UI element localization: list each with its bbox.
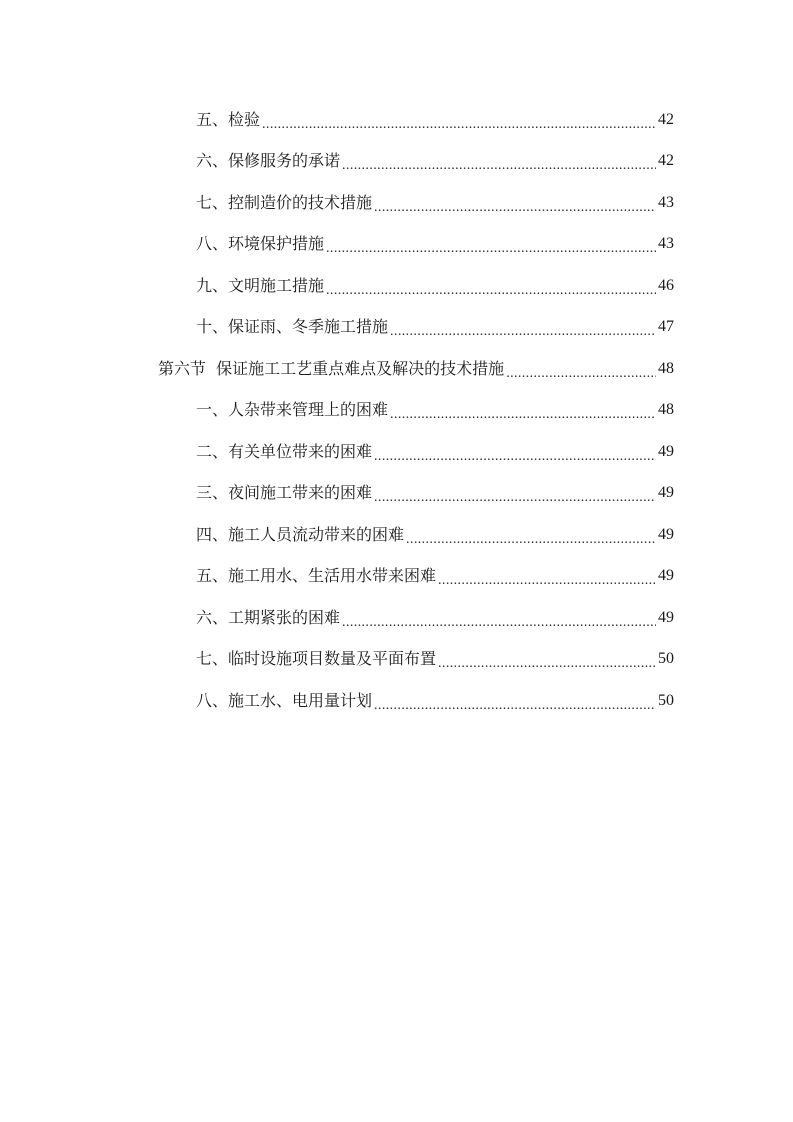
toc-entry-page: 42: [658, 110, 674, 128]
toc-entry-page: 43: [658, 193, 674, 211]
toc-dot-leader: [374, 203, 656, 224]
toc-dot-leader: [506, 369, 656, 390]
toc-dot-leader: [326, 244, 656, 265]
toc-entry-title: 四、施工人员流动带来的困难: [196, 524, 405, 544]
toc-entry-page: 49: [658, 484, 674, 502]
toc-entry-page: 46: [658, 276, 674, 294]
toc-entry-title: 八、环境保护措施: [196, 234, 325, 254]
toc-dot-leader: [374, 701, 656, 722]
toc-dot-leader: [374, 452, 656, 473]
toc-dot-leader: [438, 659, 656, 680]
toc-entry[interactable]: [196, 473, 674, 515]
toc-entry[interactable]: [196, 514, 674, 556]
toc-entry-page: 50: [658, 691, 674, 709]
toc-entry-title: 七、临时设施项目数量及平面布置: [196, 649, 437, 669]
toc-entry-title: 九、文明施工措施: [196, 275, 325, 295]
toc-dot-leader: [326, 286, 656, 307]
toc-entry-page: 49: [658, 442, 674, 460]
table-of-contents: [0, 99, 793, 722]
toc-entry[interactable]: [196, 680, 674, 722]
toc-entry[interactable]: [196, 597, 674, 639]
toc-entry-title: 二、有关单位带来的困难: [196, 441, 373, 461]
toc-entry-title: 三、夜间施工带来的困难: [196, 483, 373, 503]
toc-entry-page: 49: [658, 567, 674, 585]
toc-entry-title: 六、工期紧张的困难: [196, 607, 341, 627]
toc-entry-title: 八、施工水、电用量计划: [196, 690, 373, 710]
toc-dot-leader: [342, 618, 656, 639]
toc-entry-title: 五、检验: [196, 109, 261, 129]
toc-entry-page: 47: [658, 318, 674, 336]
toc-entry[interactable]: [196, 556, 674, 598]
toc-entry-title: 十、保证雨、冬季施工措施: [196, 317, 389, 337]
toc-entry[interactable]: [196, 224, 674, 266]
toc-entry-title: 七、控制造价的技术措施: [196, 192, 373, 212]
toc-entry-title: 六、保修服务的承诺: [196, 151, 341, 171]
toc-entry[interactable]: [196, 141, 674, 183]
toc-entry-page: 42: [658, 152, 674, 170]
toc-entry-page: 43: [658, 235, 674, 253]
toc-entry[interactable]: [196, 99, 674, 141]
toc-entry-title: 五、施工用水、生活用水带来困难: [196, 566, 437, 586]
toc-dot-leader: [342, 161, 656, 182]
toc-entry[interactable]: [196, 431, 674, 473]
toc-entry-page: 48: [658, 359, 674, 377]
toc-entry-page: 50: [658, 650, 674, 668]
toc-entry-title: 第六节 保证施工工艺重点难点及解决的技术措施: [158, 358, 505, 378]
toc-dot-leader: [390, 327, 656, 348]
toc-entry-title: 一、人杂带来管理上的困难: [196, 400, 389, 420]
toc-dot-leader: [406, 535, 656, 556]
toc-entry-page: 49: [658, 525, 674, 543]
toc-entry[interactable]: [196, 182, 674, 224]
toc-entry-page: 49: [658, 608, 674, 626]
toc-entry-page: 48: [658, 401, 674, 419]
toc-entry[interactable]: [196, 390, 674, 432]
toc-dot-leader: [374, 493, 656, 514]
toc-dot-leader: [262, 120, 656, 141]
toc-entry[interactable]: [196, 307, 674, 349]
toc-section-entry[interactable]: [158, 348, 674, 390]
toc-entry[interactable]: [196, 639, 674, 681]
toc-dot-leader: [390, 410, 656, 431]
toc-entry[interactable]: [196, 265, 674, 307]
toc-dot-leader: [438, 576, 656, 597]
